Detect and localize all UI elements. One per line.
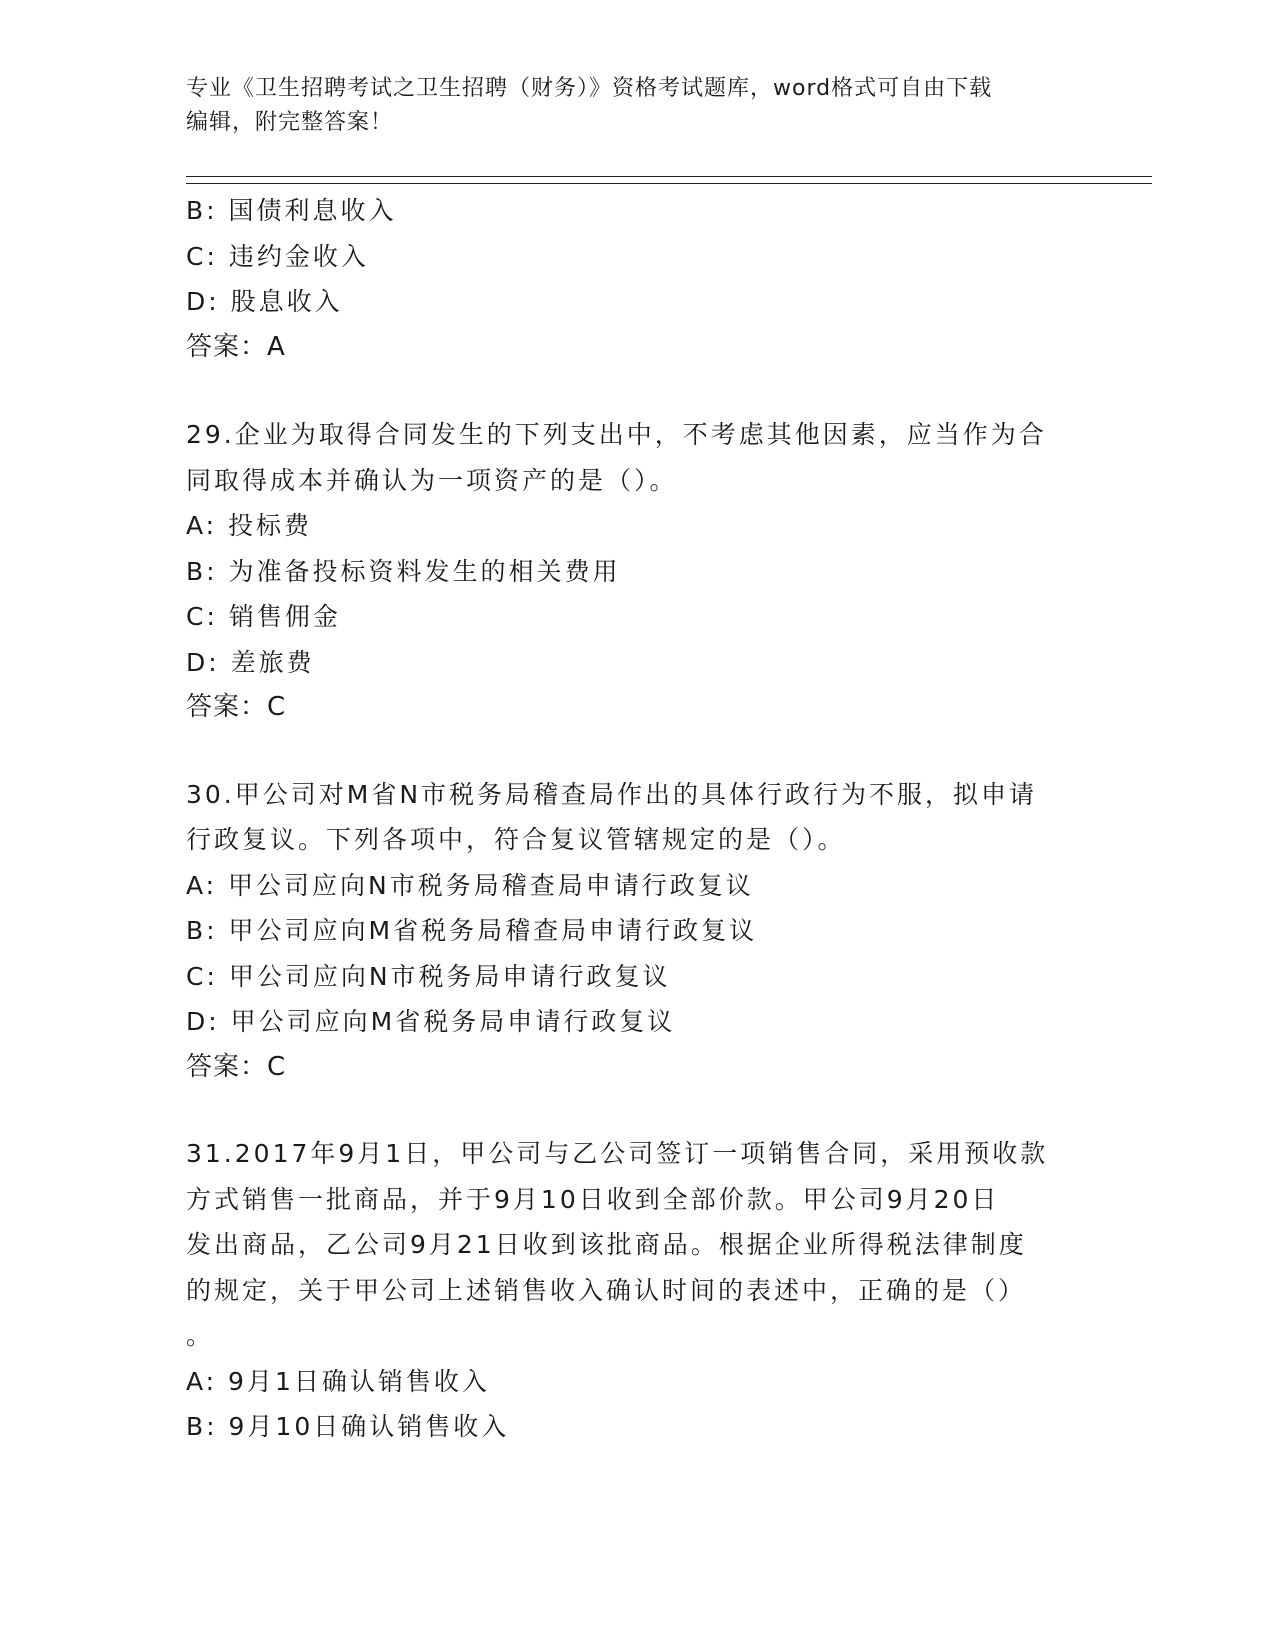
option-a: A: 9月1日确认销售收入 (186, 1366, 490, 1396)
option-a: A: 甲公司应向N市税务局稽查局申请行政复议 (186, 870, 754, 900)
question-30 (186, 772, 1086, 1091)
header-divider (186, 176, 1152, 184)
option-d: D: 差旅费 (186, 647, 315, 677)
option-b: B: 国债利息收入 (186, 196, 397, 225)
option-d: D: 股息收入 (186, 287, 343, 316)
question-stem: 方式销售一批商品，并于9月10日收到全部价款。甲公司9月20日 (186, 1184, 1000, 1214)
option-b: B: 9月10日确认销售收入 (186, 1412, 510, 1441)
question-stem: 29.企业为取得合同发生的下列支出中，不考虑其他因素，应当作为合 (186, 420, 1047, 449)
question-stem: 行政复议。下列各项中，符合复议管辖规定的是（）。 (186, 825, 846, 854)
question-28-continuation (186, 188, 1086, 370)
option-b: B: 甲公司应向M省税务局稽查局申请行政复议 (186, 916, 758, 945)
answer: 答案：C (186, 1051, 287, 1082)
option-b: B: 为准备投标资料发生的相关费用 (186, 556, 621, 586)
answer: 答案：A (186, 331, 286, 362)
option-c: C: 违约金收入 (186, 241, 369, 271)
document-header (186, 72, 1086, 140)
option-d: D: 甲公司应向M省税务局申请行政复议 (186, 1007, 676, 1036)
header-line-2: 编辑，附完整答案！ (186, 110, 394, 135)
question-stem: 同取得成本并确认为一项资产的是（）。 (186, 465, 678, 495)
answer: 答案：C (186, 692, 287, 722)
question-content (186, 188, 1086, 1450)
header-line-1: 专业《卫生招聘考试之卫生招聘（财务）》资格考试题库，word格式可自由下载 (186, 76, 993, 101)
question-stem: 31.2017年9月1日，甲公司与乙公司签订一项销售合同，采用预收款 (186, 1139, 1049, 1168)
option-a: A: 投标费 (186, 511, 313, 540)
question-stem: 发出商品，乙公司9月21日收到该批商品。根据企业所得税法律制度 (186, 1230, 1027, 1259)
question-29 (186, 412, 1086, 731)
option-c: C: 甲公司应向N市税务局申请行政复议 (186, 961, 671, 991)
question-stem: 。 (186, 1321, 215, 1350)
option-c: C: 销售佣金 (186, 602, 341, 631)
question-stem: 的规定，关于甲公司上述销售收入确认时间的表述中，正确的是（） (186, 1275, 1027, 1305)
question-31 (186, 1131, 1086, 1450)
question-stem: 30.甲公司对M省N市税务局稽查局作出的具体行政行为不服，拟申请 (186, 779, 1038, 809)
